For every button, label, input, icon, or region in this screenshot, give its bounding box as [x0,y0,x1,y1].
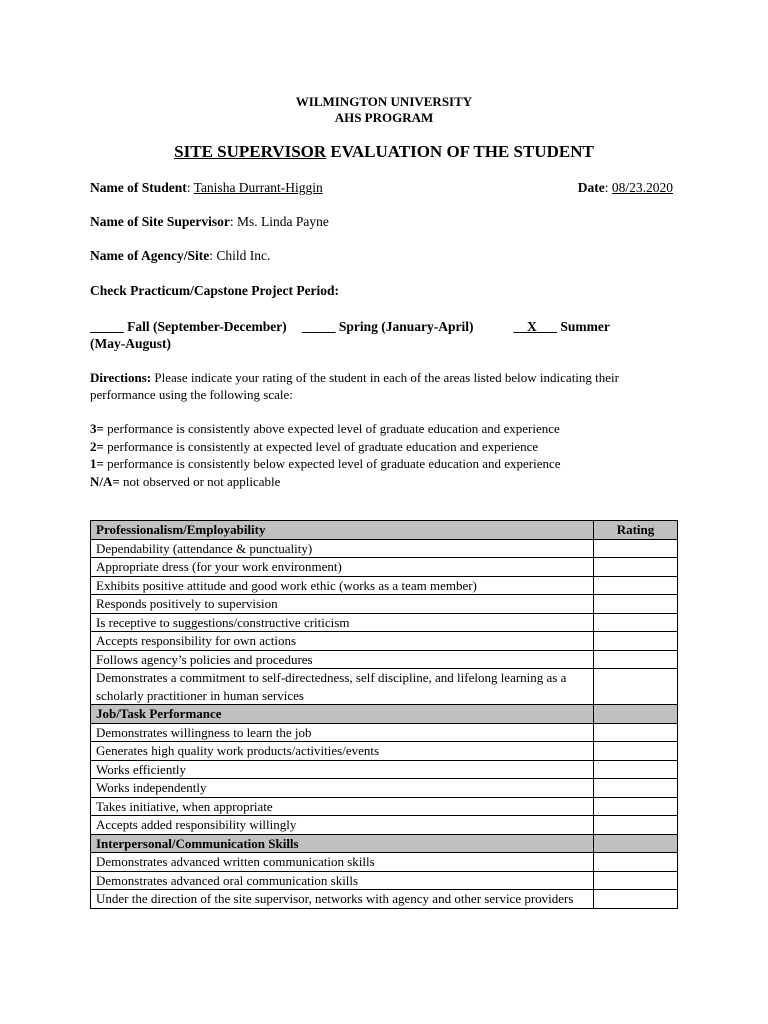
supervisor-label: Name of Site Supervisor [90,214,230,229]
criterion-label: Accepts responsibility for own actions [91,632,594,651]
criterion-label: Takes initiative, when appropriate [91,797,594,816]
section-header-row [91,834,678,853]
directions [90,369,680,403]
rating-cell[interactable] [594,760,678,779]
table-row [91,595,678,614]
rating-cell[interactable] [594,723,678,742]
summer-mark: X [526,319,537,334]
scale-text: performance is consistently above expected level of graduate education and experience [103,421,560,436]
form-title-rest: EVALUATION OF THE STUDENT [326,142,594,161]
scale-row [90,473,561,491]
rating-cell[interactable] [594,613,678,632]
criterion-label: Dependability (attendance & punctuality) [91,539,594,558]
scale-key: 3= [90,421,104,436]
rating-table [90,520,678,909]
date-value: 08/23.2020 [611,180,673,195]
rating-cell[interactable] [594,890,678,909]
table-row [91,797,678,816]
table-row [91,816,678,835]
rating-column-header: Rating [594,521,678,540]
rating-cell[interactable] [594,576,678,595]
criterion-label: Under the direction of the site supervisor, networks with agency and other service providers [91,890,594,909]
student-name-label: Name of Student [90,180,187,195]
scale-text: not observed or not applicable [119,473,281,489]
table-row [91,760,678,779]
scale-key: 1= [90,456,104,471]
date-label: Date [577,180,605,195]
criterion-label: Exhibits positive attitude and good work ethic (works as a team member) [91,576,594,595]
agency-label: Name of Agency/Site [90,248,210,263]
rating-cell[interactable] [594,871,678,890]
student-name-line: Name of Student: Tanisha Durrant-Higgin [90,180,323,195]
table-row [91,650,678,669]
criterion-label: Generates high quality work products/activities/events [91,742,594,761]
supervisor-line: Name of Site Supervisor: Ms. Linda Payne [90,214,329,229]
program-name: AHS PROGRAM [334,110,434,125]
table-row [91,558,678,577]
summer-pre: __ [513,319,527,334]
scale-row [90,438,561,456]
scale-key: 2= [90,438,104,454]
scale-key: N/A= [90,473,120,489]
rating-cell[interactable] [594,669,678,705]
spring-label: Spring (January-April) [335,319,474,334]
criterion-label: Works independently [91,779,594,798]
criterion-label: Demonstrates a commitment to self-directedness, self discipline, and lifelong learning as a scholarly practitioner in human services [91,669,594,705]
period-label: Check Practicum/Capstone Project Period: [90,283,340,298]
criterion-label: Responds positively to supervision [91,595,594,614]
spring-blank: _____ [301,319,336,334]
section-rating-cell [594,705,678,724]
table-row [91,890,678,909]
rating-scale [90,420,561,490]
scale-row [90,420,561,438]
date-line: Date: 08/23.2020 [577,180,673,195]
fall-label: Fall (September-December) [123,319,287,334]
scale-text: performance is consistently at expected level of graduate education and experience [103,438,539,454]
university-name: WILMINGTON UNIVERSITY [295,94,473,109]
table-row [91,723,678,742]
supervisor-value: Ms. Linda Payne [237,214,329,229]
section-title: Professionalism/Employability [91,521,594,540]
table-row [91,632,678,651]
scale-row [90,455,561,473]
section-title: Job/Task Performance [91,705,594,724]
period-options [90,318,690,352]
rating-cell[interactable] [594,779,678,798]
summer-months: (May-August) [90,336,171,351]
table-row [91,871,678,890]
directions-text: Please indicate your rating of the student in each of the areas listed below indicating their performance using the following scale: [90,370,619,402]
rating-cell[interactable] [594,539,678,558]
criterion-label: Demonstrates advanced oral communication skills [91,871,594,890]
scale-text: performance is consistently below expected level of graduate education and experience [103,456,561,471]
criterion-label: Is receptive to suggestions/constructive criticism [91,613,594,632]
rating-cell[interactable] [594,853,678,872]
criterion-label: Demonstrates advanced written communication skills [91,853,594,872]
rating-cell[interactable] [594,816,678,835]
agency-line: Name of Agency/Site: Child Inc. [90,248,271,263]
section-rating-cell [594,834,678,853]
criterion-label: Works efficiently [91,760,594,779]
student-name-value: Tanisha Durrant-Higgin [193,180,323,195]
summer-post: ___ [536,319,557,334]
table-row [91,742,678,761]
summer-label: Summer [556,319,610,334]
form-title-underlined: SITE SUPERVISOR [174,142,327,161]
table-row [91,539,678,558]
criterion-label: Accepts added responsibility willingly [91,816,594,835]
section-title: Interpersonal/Communication Skills [91,834,594,853]
rating-cell[interactable] [594,742,678,761]
rating-cell[interactable] [594,595,678,614]
section-header-row [91,521,678,540]
fall-blank: _____ [90,319,124,334]
criterion-label: Appropriate dress (for your work environment) [91,558,594,577]
table-row [91,613,678,632]
table-row [91,576,678,595]
directions-label: Directions: [90,370,152,385]
table-row [91,669,678,705]
form-title [0,142,768,162]
agency-value: Child Inc. [216,248,271,263]
criterion-label: Demonstrates willingness to learn the job [91,723,594,742]
rating-cell[interactable] [594,797,678,816]
rating-cell[interactable] [594,632,678,651]
table-row [91,853,678,872]
criterion-label: Follows agency’s policies and procedures [91,650,594,669]
rating-cell[interactable] [594,558,678,577]
section-header-row [91,705,678,724]
rating-cell[interactable] [594,650,678,669]
table-row [91,779,678,798]
